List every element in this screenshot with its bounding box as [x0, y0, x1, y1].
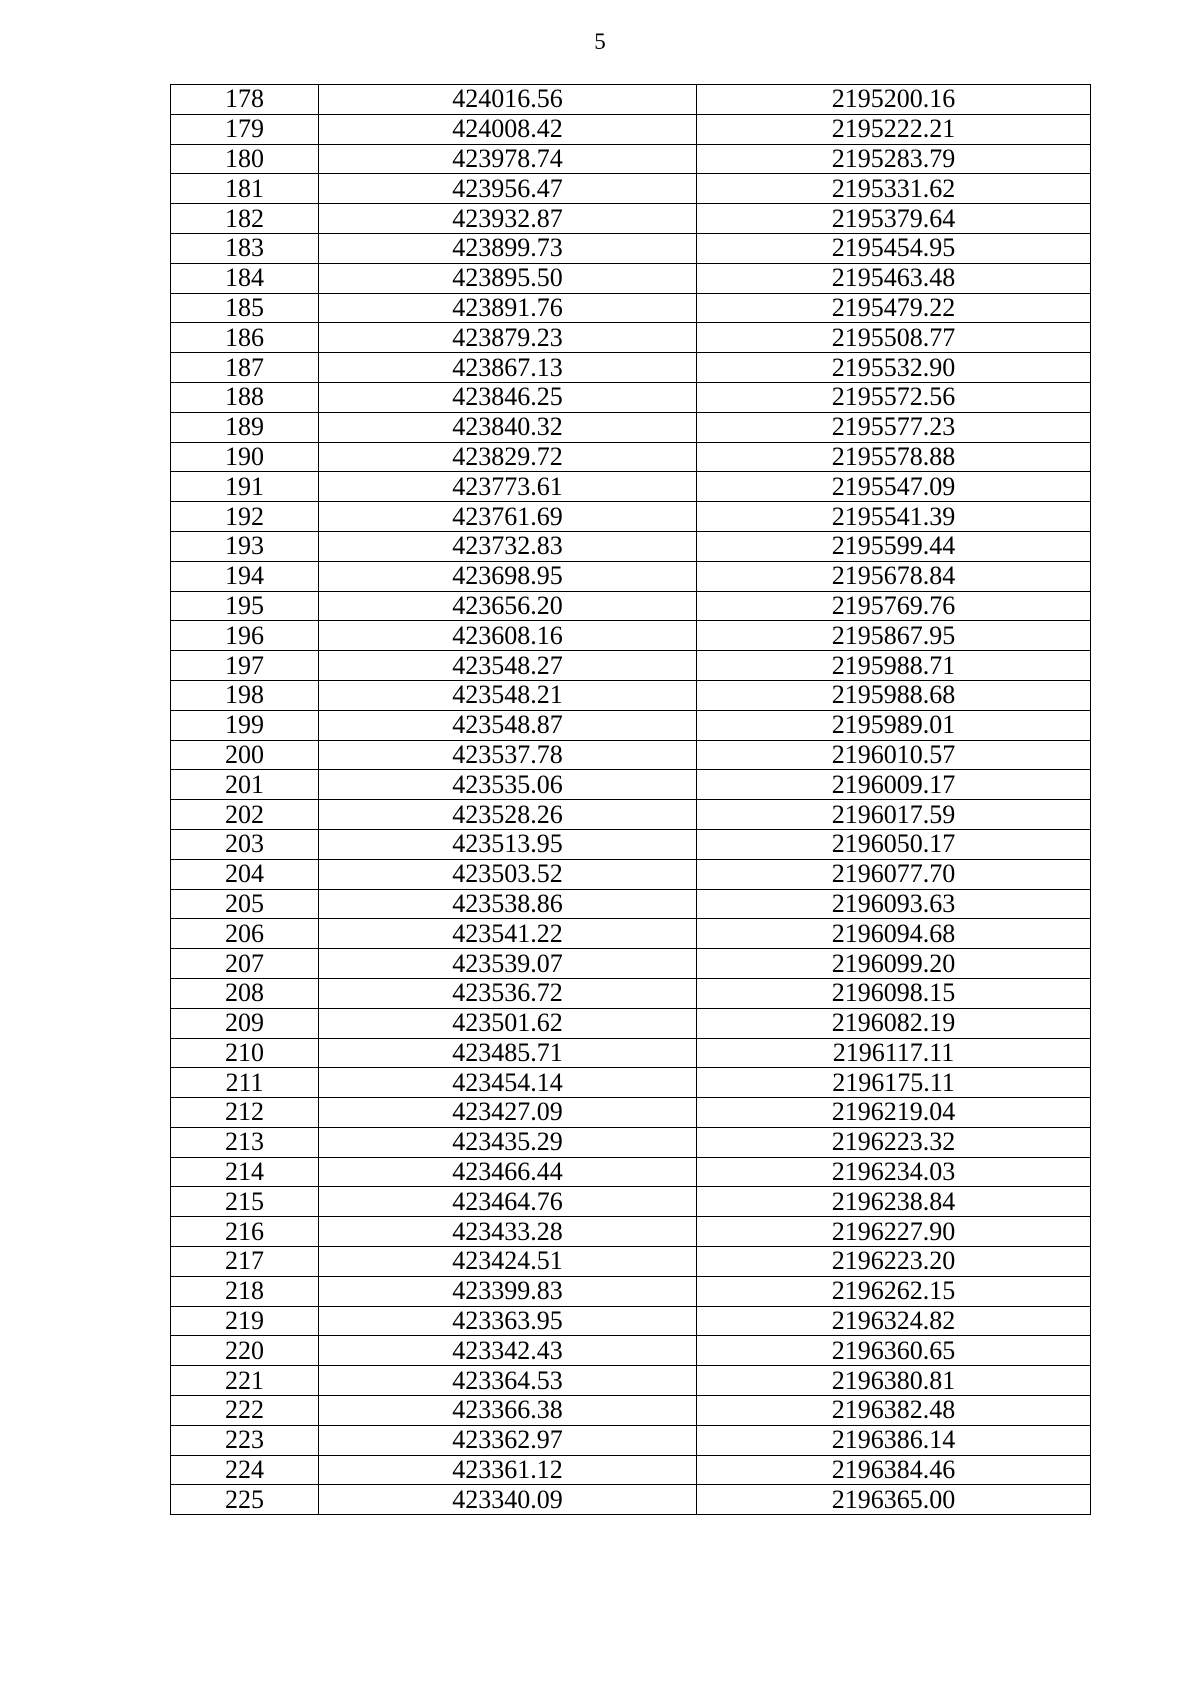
y-coordinate-cell: 2195541.39 [697, 502, 1091, 532]
table-row [171, 591, 1091, 621]
x-coordinate-cell: 423536.72 [319, 978, 697, 1008]
point-number-cell: 195 [171, 591, 319, 621]
point-number-cell: 184 [171, 263, 319, 293]
point-number-cell: 198 [171, 680, 319, 710]
point-number-cell: 219 [171, 1306, 319, 1336]
x-coordinate-cell: 423364.53 [319, 1366, 697, 1396]
point-number-cell: 209 [171, 1008, 319, 1038]
y-coordinate-cell: 2196099.20 [697, 949, 1091, 979]
y-coordinate-cell: 2196010.57 [697, 740, 1091, 770]
x-coordinate-cell: 423466.44 [319, 1157, 697, 1187]
point-number-cell: 207 [171, 949, 319, 979]
point-number-cell: 221 [171, 1366, 319, 1396]
point-number-cell: 193 [171, 531, 319, 561]
table-row [171, 1276, 1091, 1306]
x-coordinate-cell: 423427.09 [319, 1098, 697, 1128]
x-coordinate-cell: 423541.22 [319, 919, 697, 949]
point-number-cell: 199 [171, 710, 319, 740]
x-coordinate-cell: 423435.29 [319, 1127, 697, 1157]
y-coordinate-cell: 2196082.19 [697, 1008, 1091, 1038]
table-row [171, 472, 1091, 502]
x-coordinate-cell: 423538.86 [319, 889, 697, 919]
table-row [171, 412, 1091, 442]
x-coordinate-cell: 423891.76 [319, 293, 697, 323]
point-number-cell: 215 [171, 1187, 319, 1217]
x-coordinate-cell: 423548.21 [319, 680, 697, 710]
point-number-cell: 182 [171, 204, 319, 234]
x-coordinate-cell: 423528.26 [319, 800, 697, 830]
table-row [171, 800, 1091, 830]
x-coordinate-cell: 423548.27 [319, 651, 697, 681]
x-coordinate-cell: 423513.95 [319, 829, 697, 859]
y-coordinate-cell: 2196227.90 [697, 1217, 1091, 1247]
table-row [171, 174, 1091, 204]
y-coordinate-cell: 2195283.79 [697, 144, 1091, 174]
table-row [171, 561, 1091, 591]
point-number-cell: 181 [171, 174, 319, 204]
x-coordinate-cell: 423340.09 [319, 1485, 697, 1515]
y-coordinate-cell: 2195463.48 [697, 263, 1091, 293]
table-row [171, 1098, 1091, 1128]
point-number-cell: 200 [171, 740, 319, 770]
point-number-cell: 183 [171, 233, 319, 263]
y-coordinate-cell: 2196384.46 [697, 1455, 1091, 1485]
y-coordinate-cell: 2195379.64 [697, 204, 1091, 234]
x-coordinate-cell: 423732.83 [319, 531, 697, 561]
point-number-cell: 224 [171, 1455, 319, 1485]
x-coordinate-cell: 423362.97 [319, 1425, 697, 1455]
y-coordinate-cell: 2196360.65 [697, 1336, 1091, 1366]
y-coordinate-cell: 2196050.17 [697, 829, 1091, 859]
y-coordinate-cell: 2195532.90 [697, 353, 1091, 383]
point-number-cell: 180 [171, 144, 319, 174]
x-coordinate-cell: 423829.72 [319, 442, 697, 472]
x-coordinate-cell: 423361.12 [319, 1455, 697, 1485]
point-number-cell: 197 [171, 651, 319, 681]
y-coordinate-cell: 2196223.20 [697, 1247, 1091, 1277]
table-row [171, 293, 1091, 323]
y-coordinate-cell: 2196077.70 [697, 859, 1091, 889]
y-coordinate-cell: 2196382.48 [697, 1396, 1091, 1426]
point-number-cell: 178 [171, 85, 319, 115]
table-row [171, 263, 1091, 293]
y-coordinate-cell: 2195599.44 [697, 531, 1091, 561]
table-row [171, 382, 1091, 412]
x-coordinate-cell: 423608.16 [319, 621, 697, 651]
table-row [171, 1425, 1091, 1455]
table-row [171, 1396, 1091, 1426]
y-coordinate-cell: 2195577.23 [697, 412, 1091, 442]
y-coordinate-cell: 2196117.11 [697, 1038, 1091, 1068]
x-coordinate-cell: 423454.14 [319, 1068, 697, 1098]
table-row [171, 502, 1091, 532]
table-row [171, 1247, 1091, 1277]
table-row [171, 233, 1091, 263]
x-coordinate-cell: 423840.32 [319, 412, 697, 442]
x-coordinate-cell: 423503.52 [319, 859, 697, 889]
x-coordinate-cell: 423535.06 [319, 770, 697, 800]
y-coordinate-cell: 2196238.84 [697, 1187, 1091, 1217]
table-row [171, 978, 1091, 1008]
table-row [171, 770, 1091, 800]
y-coordinate-cell: 2195988.68 [697, 680, 1091, 710]
point-number-cell: 194 [171, 561, 319, 591]
x-coordinate-cell: 423932.87 [319, 204, 697, 234]
page-number: 5 [594, 29, 606, 54]
table-row [171, 204, 1091, 234]
y-coordinate-cell: 2195508.77 [697, 323, 1091, 353]
x-coordinate-cell: 423846.25 [319, 382, 697, 412]
table-row [171, 114, 1091, 144]
table-row [171, 144, 1091, 174]
x-coordinate-cell: 423879.23 [319, 323, 697, 353]
y-coordinate-cell: 2195454.95 [697, 233, 1091, 263]
x-coordinate-cell: 423363.95 [319, 1306, 697, 1336]
table-row [171, 1366, 1091, 1396]
table-row [171, 651, 1091, 681]
x-coordinate-cell: 423956.47 [319, 174, 697, 204]
table-row [171, 1455, 1091, 1485]
point-number-cell: 214 [171, 1157, 319, 1187]
table-row [171, 1068, 1091, 1098]
point-number-cell: 213 [171, 1127, 319, 1157]
y-coordinate-cell: 2196175.11 [697, 1068, 1091, 1098]
x-coordinate-cell: 423899.73 [319, 233, 697, 263]
y-coordinate-cell: 2196017.59 [697, 800, 1091, 830]
point-number-cell: 186 [171, 323, 319, 353]
y-coordinate-cell: 2196380.81 [697, 1366, 1091, 1396]
point-number-cell: 190 [171, 442, 319, 472]
table-row [171, 442, 1091, 472]
point-number-cell: 201 [171, 770, 319, 800]
point-number-cell: 212 [171, 1098, 319, 1128]
point-number-cell: 218 [171, 1276, 319, 1306]
x-coordinate-cell: 423698.95 [319, 561, 697, 591]
x-coordinate-cell: 423537.78 [319, 740, 697, 770]
point-number-cell: 185 [171, 293, 319, 323]
y-coordinate-cell: 2196098.15 [697, 978, 1091, 1008]
table-row [171, 323, 1091, 353]
y-coordinate-cell: 2195578.88 [697, 442, 1091, 472]
point-number-cell: 202 [171, 800, 319, 830]
table-row [171, 829, 1091, 859]
y-coordinate-cell: 2195479.22 [697, 293, 1091, 323]
coordinates-table-body [171, 85, 1091, 1515]
y-coordinate-cell: 2195769.76 [697, 591, 1091, 621]
point-number-cell: 210 [171, 1038, 319, 1068]
x-coordinate-cell: 423539.07 [319, 949, 697, 979]
table-row [171, 1485, 1091, 1515]
point-number-cell: 203 [171, 829, 319, 859]
x-coordinate-cell: 423773.61 [319, 472, 697, 502]
x-coordinate-cell: 423895.50 [319, 263, 697, 293]
table-row [171, 1336, 1091, 1366]
x-coordinate-cell: 423867.13 [319, 353, 697, 383]
x-coordinate-cell: 423485.71 [319, 1038, 697, 1068]
y-coordinate-cell: 2195678.84 [697, 561, 1091, 591]
point-number-cell: 188 [171, 382, 319, 412]
y-coordinate-cell: 2195222.21 [697, 114, 1091, 144]
table-row [171, 740, 1091, 770]
point-number-cell: 205 [171, 889, 319, 919]
x-coordinate-cell: 423761.69 [319, 502, 697, 532]
x-coordinate-cell: 423464.76 [319, 1187, 697, 1217]
point-number-cell: 196 [171, 621, 319, 651]
table-row [171, 859, 1091, 889]
table-row [171, 1127, 1091, 1157]
y-coordinate-cell: 2196223.32 [697, 1127, 1091, 1157]
x-coordinate-cell: 423366.38 [319, 1396, 697, 1426]
point-number-cell: 211 [171, 1068, 319, 1098]
table-row [171, 680, 1091, 710]
table-row [171, 531, 1091, 561]
x-coordinate-cell: 424008.42 [319, 114, 697, 144]
table-row [171, 85, 1091, 115]
table-row [171, 1008, 1091, 1038]
table-row [171, 353, 1091, 383]
point-number-cell: 206 [171, 919, 319, 949]
y-coordinate-cell: 2195547.09 [697, 472, 1091, 502]
point-number-cell: 220 [171, 1336, 319, 1366]
y-coordinate-cell: 2196365.00 [697, 1485, 1091, 1515]
y-coordinate-cell: 2196094.68 [697, 919, 1091, 949]
point-number-cell: 179 [171, 114, 319, 144]
point-number-cell: 217 [171, 1247, 319, 1277]
point-number-cell: 223 [171, 1425, 319, 1455]
point-number-cell: 192 [171, 502, 319, 532]
table-row [171, 1217, 1091, 1247]
x-coordinate-cell: 423978.74 [319, 144, 697, 174]
y-coordinate-cell: 2196386.14 [697, 1425, 1091, 1455]
y-coordinate-cell: 2196262.15 [697, 1276, 1091, 1306]
table-row [171, 1306, 1091, 1336]
point-number-cell: 216 [171, 1217, 319, 1247]
table-row [171, 621, 1091, 651]
y-coordinate-cell: 2196219.04 [697, 1098, 1091, 1128]
y-coordinate-cell: 2196234.03 [697, 1157, 1091, 1187]
point-number-cell: 225 [171, 1485, 319, 1515]
table-row [171, 710, 1091, 740]
x-coordinate-cell: 423548.87 [319, 710, 697, 740]
y-coordinate-cell: 2196093.63 [697, 889, 1091, 919]
y-coordinate-cell: 2195867.95 [697, 621, 1091, 651]
y-coordinate-cell: 2196009.17 [697, 770, 1091, 800]
x-coordinate-cell: 423399.83 [319, 1276, 697, 1306]
y-coordinate-cell: 2195200.16 [697, 85, 1091, 115]
x-coordinate-cell: 423424.51 [319, 1247, 697, 1277]
point-number-cell: 189 [171, 412, 319, 442]
table-row [171, 889, 1091, 919]
x-coordinate-cell: 423433.28 [319, 1217, 697, 1247]
y-coordinate-cell: 2195989.01 [697, 710, 1091, 740]
x-coordinate-cell: 424016.56 [319, 85, 697, 115]
table-row [171, 1038, 1091, 1068]
point-number-cell: 204 [171, 859, 319, 889]
point-number-cell: 191 [171, 472, 319, 502]
table-row [171, 1157, 1091, 1187]
x-coordinate-cell: 423501.62 [319, 1008, 697, 1038]
table-row [171, 919, 1091, 949]
x-coordinate-cell: 423656.20 [319, 591, 697, 621]
y-coordinate-cell: 2196324.82 [697, 1306, 1091, 1336]
table-row [171, 1187, 1091, 1217]
x-coordinate-cell: 423342.43 [319, 1336, 697, 1366]
table-row [171, 949, 1091, 979]
point-number-cell: 208 [171, 978, 319, 1008]
point-number-cell: 187 [171, 353, 319, 383]
y-coordinate-cell: 2195331.62 [697, 174, 1091, 204]
y-coordinate-cell: 2195988.71 [697, 651, 1091, 681]
y-coordinate-cell: 2195572.56 [697, 382, 1091, 412]
point-number-cell: 222 [171, 1396, 319, 1426]
coordinates-table [170, 84, 1091, 1515]
